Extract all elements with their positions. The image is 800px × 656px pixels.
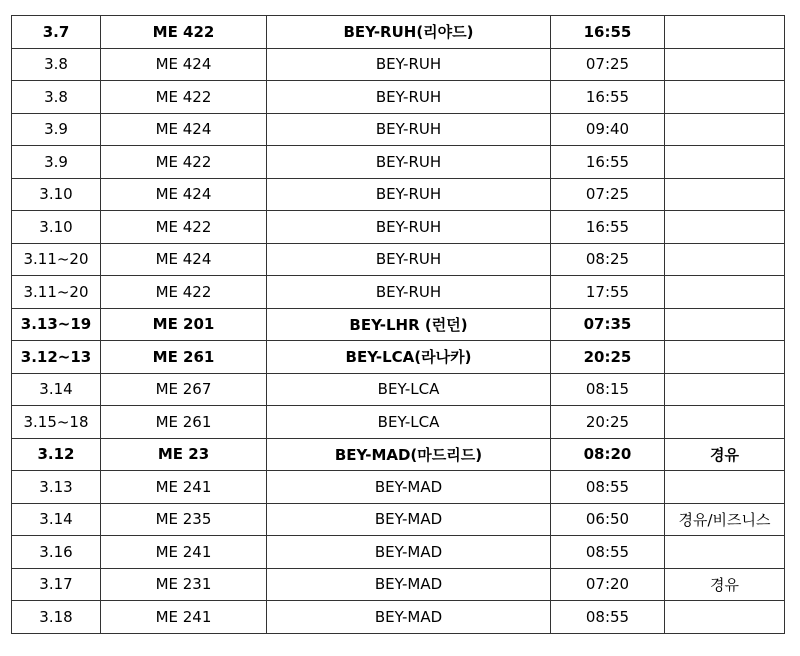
note-cell bbox=[665, 276, 785, 309]
note-cell bbox=[665, 243, 785, 276]
departure-time-cell: 16:55 bbox=[551, 211, 665, 244]
departure-time-cell: 07:20 bbox=[551, 568, 665, 601]
flight-number-cell: ME 422 bbox=[101, 16, 267, 49]
departure-time-cell: 07:25 bbox=[551, 48, 665, 81]
flight-number-cell: ME 241 bbox=[101, 601, 267, 634]
flight-number-cell: ME 422 bbox=[101, 276, 267, 309]
route-cell: BEY-RUH bbox=[267, 178, 551, 211]
date-cell: 3.10 bbox=[12, 211, 101, 244]
table-row bbox=[12, 48, 785, 81]
date-cell: 3.17 bbox=[12, 568, 101, 601]
note-cell bbox=[665, 601, 785, 634]
route-cell: BEY-MAD bbox=[267, 471, 551, 504]
note-cell bbox=[665, 16, 785, 49]
note-cell bbox=[665, 211, 785, 244]
table-row bbox=[12, 341, 785, 374]
flight-number-cell: ME 241 bbox=[101, 536, 267, 569]
date-cell: 3.16 bbox=[12, 536, 101, 569]
date-cell: 3.11~20 bbox=[12, 276, 101, 309]
route-cell: BEY-MAD bbox=[267, 503, 551, 536]
table-row bbox=[12, 16, 785, 49]
table-row bbox=[12, 276, 785, 309]
flight-number-cell: ME 424 bbox=[101, 178, 267, 211]
note-cell bbox=[665, 373, 785, 406]
departure-time-cell: 16:55 bbox=[551, 16, 665, 49]
departure-time-cell: 06:50 bbox=[551, 503, 665, 536]
table-row bbox=[12, 113, 785, 146]
route-cell: BEY-LCA bbox=[267, 406, 551, 439]
flight-number-cell: ME 422 bbox=[101, 81, 267, 114]
date-cell: 3.8 bbox=[12, 48, 101, 81]
departure-time-cell: 08:15 bbox=[551, 373, 665, 406]
table-row bbox=[12, 536, 785, 569]
table-row bbox=[12, 438, 785, 471]
flight-number-cell: ME 241 bbox=[101, 471, 267, 504]
route-cell: BEY-LHR (런던) bbox=[267, 308, 551, 341]
departure-time-cell: 17:55 bbox=[551, 276, 665, 309]
date-cell: 3.8 bbox=[12, 81, 101, 114]
departure-time-cell: 08:20 bbox=[551, 438, 665, 471]
note-cell: 경유 bbox=[665, 438, 785, 471]
date-cell: 3.13~19 bbox=[12, 308, 101, 341]
note-cell bbox=[665, 48, 785, 81]
departure-time-cell: 08:25 bbox=[551, 243, 665, 276]
table-row bbox=[12, 503, 785, 536]
note-cell: 경유 bbox=[665, 568, 785, 601]
table-row bbox=[12, 568, 785, 601]
note-cell bbox=[665, 341, 785, 374]
flight-number-cell: ME 231 bbox=[101, 568, 267, 601]
date-cell: 3.11~20 bbox=[12, 243, 101, 276]
departure-time-cell: 08:55 bbox=[551, 601, 665, 634]
flight-number-cell: ME 235 bbox=[101, 503, 267, 536]
flight-number-cell: ME 424 bbox=[101, 243, 267, 276]
flight-number-cell: ME 261 bbox=[101, 406, 267, 439]
route-cell: BEY-MAD bbox=[267, 536, 551, 569]
flight-rows bbox=[12, 16, 785, 634]
note-cell bbox=[665, 81, 785, 114]
table-row bbox=[12, 243, 785, 276]
route-cell: BEY-RUH bbox=[267, 146, 551, 179]
departure-time-cell: 07:25 bbox=[551, 178, 665, 211]
date-cell: 3.12 bbox=[12, 438, 101, 471]
date-cell: 3.14 bbox=[12, 503, 101, 536]
date-cell: 3.13 bbox=[12, 471, 101, 504]
flight-number-cell: ME 23 bbox=[101, 438, 267, 471]
table-row bbox=[12, 601, 785, 634]
table-row bbox=[12, 373, 785, 406]
route-cell: BEY-MAD bbox=[267, 601, 551, 634]
flight-number-cell: ME 261 bbox=[101, 341, 267, 374]
note-cell bbox=[665, 308, 785, 341]
date-cell: 3.9 bbox=[12, 146, 101, 179]
route-cell: BEY-RUH bbox=[267, 81, 551, 114]
table-row bbox=[12, 308, 785, 341]
date-cell: 3.7 bbox=[12, 16, 101, 49]
table-row bbox=[12, 471, 785, 504]
table-row bbox=[12, 178, 785, 211]
date-cell: 3.12~13 bbox=[12, 341, 101, 374]
note-cell bbox=[665, 406, 785, 439]
route-cell: BEY-LCA bbox=[267, 373, 551, 406]
route-cell: BEY-RUH bbox=[267, 276, 551, 309]
flight-number-cell: ME 424 bbox=[101, 48, 267, 81]
departure-time-cell: 09:40 bbox=[551, 113, 665, 146]
route-cell: BEY-MAD(마드리드) bbox=[267, 438, 551, 471]
table-row bbox=[12, 211, 785, 244]
route-cell: BEY-RUH bbox=[267, 48, 551, 81]
departure-time-cell: 08:55 bbox=[551, 471, 665, 504]
date-cell: 3.9 bbox=[12, 113, 101, 146]
departure-time-cell: 08:55 bbox=[551, 536, 665, 569]
date-cell: 3.10 bbox=[12, 178, 101, 211]
route-cell: BEY-RUH bbox=[267, 243, 551, 276]
route-cell: BEY-LCA(라나카) bbox=[267, 341, 551, 374]
flight-number-cell: ME 422 bbox=[101, 211, 267, 244]
flight-number-cell: ME 424 bbox=[101, 113, 267, 146]
date-cell: 3.15~18 bbox=[12, 406, 101, 439]
route-cell: BEY-MAD bbox=[267, 568, 551, 601]
table-row bbox=[12, 406, 785, 439]
route-cell: BEY-RUH(리야드) bbox=[267, 16, 551, 49]
departure-time-cell: 16:55 bbox=[551, 81, 665, 114]
note-cell bbox=[665, 146, 785, 179]
departure-time-cell: 20:25 bbox=[551, 341, 665, 374]
note-cell bbox=[665, 113, 785, 146]
note-cell bbox=[665, 178, 785, 211]
flight-number-cell: ME 422 bbox=[101, 146, 267, 179]
flight-schedule-table bbox=[11, 15, 785, 634]
note-cell: 경유/비즈니스 bbox=[665, 503, 785, 536]
flight-number-cell: ME 201 bbox=[101, 308, 267, 341]
flight-number-cell: ME 267 bbox=[101, 373, 267, 406]
note-cell bbox=[665, 471, 785, 504]
route-cell: BEY-RUH bbox=[267, 211, 551, 244]
departure-time-cell: 07:35 bbox=[551, 308, 665, 341]
date-cell: 3.14 bbox=[12, 373, 101, 406]
departure-time-cell: 20:25 bbox=[551, 406, 665, 439]
note-cell bbox=[665, 536, 785, 569]
table-row bbox=[12, 81, 785, 114]
route-cell: BEY-RUH bbox=[267, 113, 551, 146]
departure-time-cell: 16:55 bbox=[551, 146, 665, 179]
table-row bbox=[12, 146, 785, 179]
date-cell: 3.18 bbox=[12, 601, 101, 634]
